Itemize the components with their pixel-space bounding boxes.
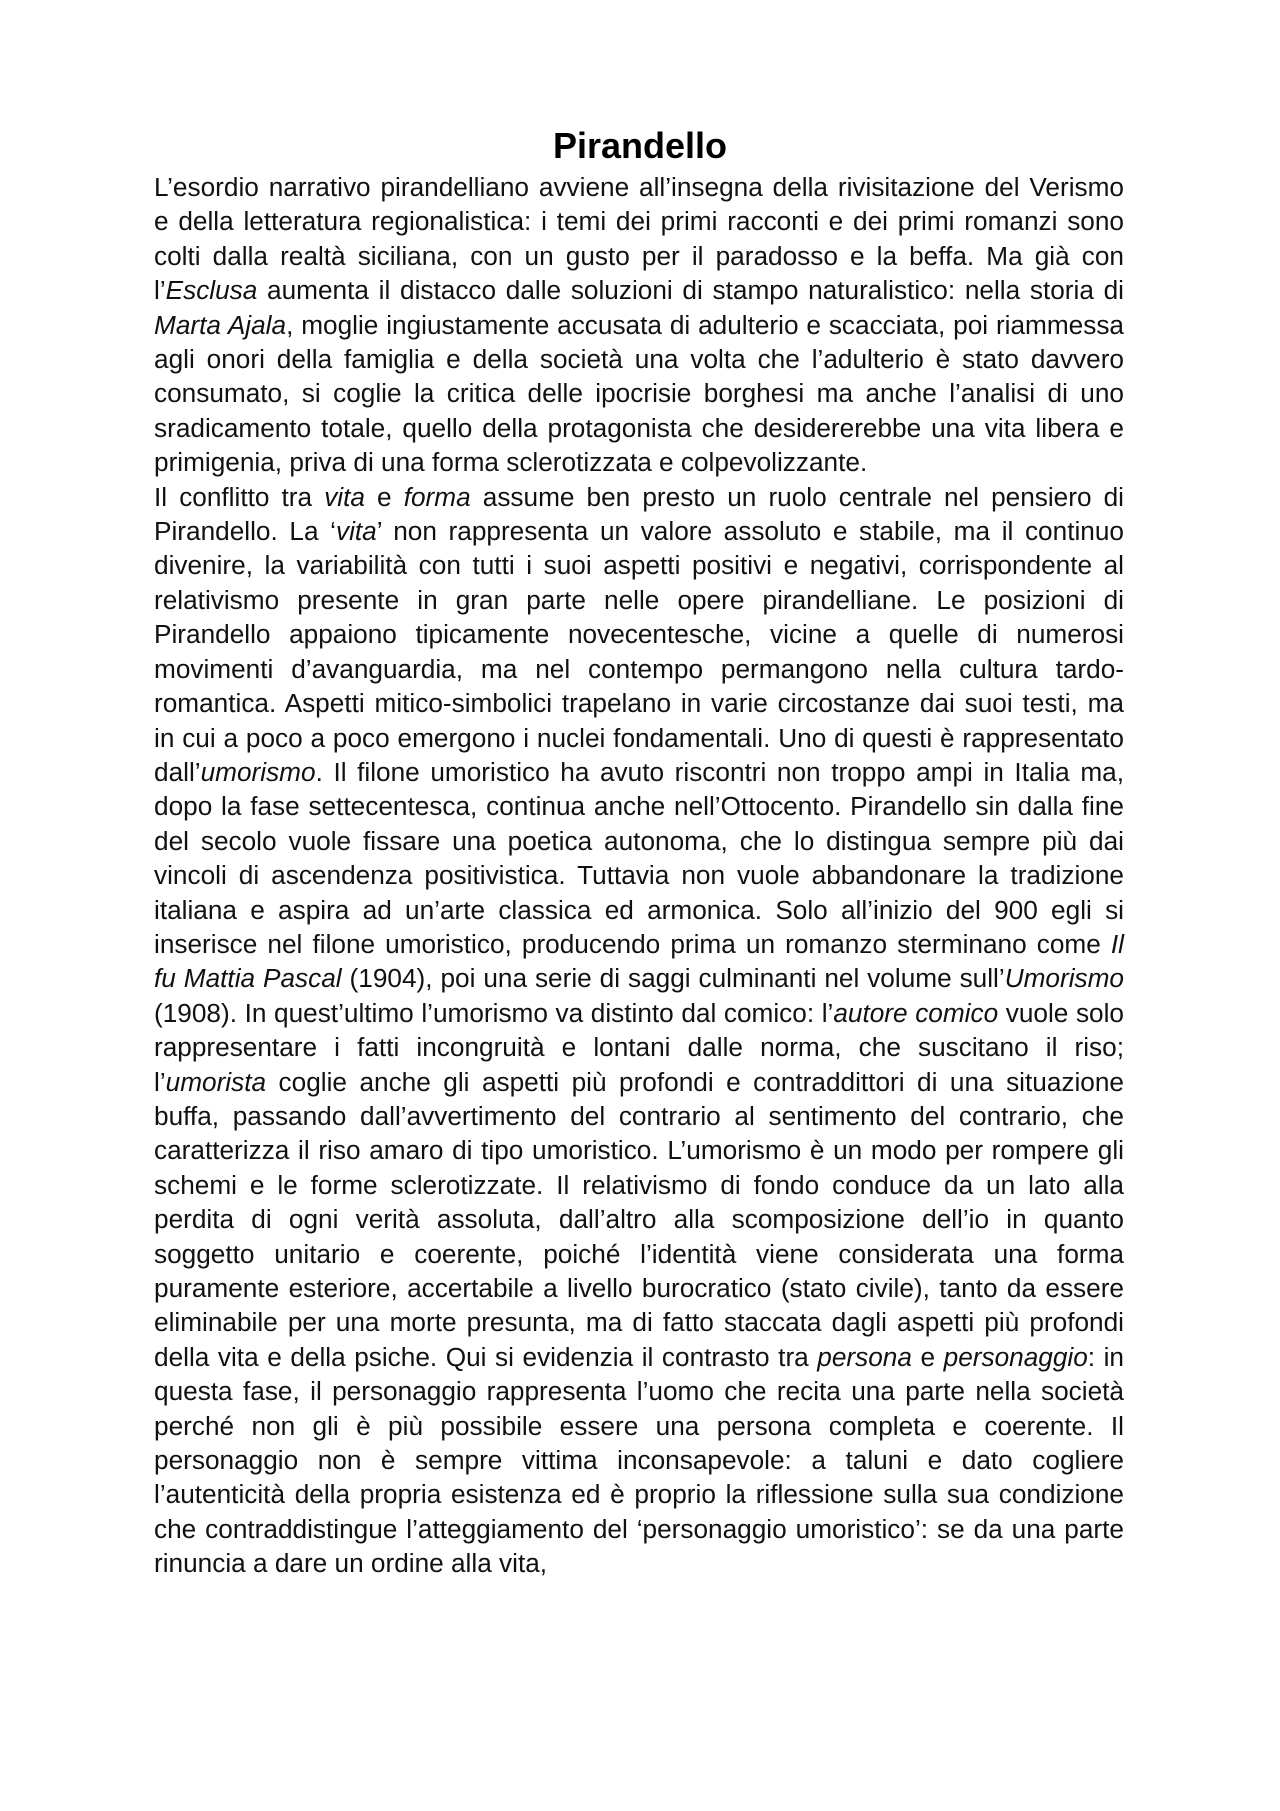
italic-run: Esclusa — [165, 275, 258, 306]
italic-run: umorista — [165, 1066, 267, 1097]
text-run: , moglie ingiustamente accusata di adulterio e scacciata, poi riammessa agli onori della famiglia e della società una volta che l’adulterio è stato davvero consumato, si coglie la critica delle ipocrisie borghesi ma anche l’analisi di uno sradicamento totale, quello della protagonista che desidererebbe una vita libera e primigenia, priva di una forma sclerotizzata e colpevolizzante. — [154, 309, 1124, 478]
text-run: aumenta il distacco dalle soluzioni di stampo naturalistico: nella storia di — [257, 275, 1124, 306]
italic-run: vita — [335, 516, 377, 547]
text-run: (1908). In quest’ultimo l’umorismo va distinto dal comico: l’ — [154, 997, 834, 1028]
document-body — [154, 170, 1124, 1581]
text-run: ’ non rappresenta un valore assoluto e stabile, ma il continuo divenire, la variabilità con tutti i suoi aspetti positivi e negativi, corrispondente al relativismo presente in gran parte nelle opere pirandelliane. Le posizioni di Pirandello appaiono tipicamente novecentesche, vicine a quelle di numerosi movimenti d’avanguardia, ma nel contempo permangono nella cultura tardo-romantica. Aspetti mitico-simbolici trapelano in varie circostanze dai suoi testi, ma in cui a poco a poco emergono i nuclei fondamentali. Uno di questi è rappresentato dall’ — [154, 516, 1124, 787]
text-run: e — [911, 1341, 944, 1372]
text-run: vuole solo rappresentare i fatti incongruità e lontani dalle norma, che suscitano il riso; l’ — [154, 997, 1124, 1097]
text-run: coglie anche gli aspetti più profondi e contraddittori di una situazione buffa, passando dall’avvertimento del contrario al sentimento del contrario, che caratterizza il riso amaro di tipo umoristico. L’umorismo è un modo per rompere gli schemi e le forme sclerotizzate. Il relativismo di fondo conduce da un lato alla perdita di ogni verità assoluta, dall’altro alla scomposizione dell’io in quanto soggetto unitario e coerente, poiché l’identità viene considerata una forma puramente esteriore, accertabile a livello burocratico (stato civile), tanto da essere eliminabile per una morte presunta, ma di fatto staccata dagli aspetti più profondi della vita e della psiche. Qui si evidenzia il contrasto tra — [154, 1066, 1124, 1372]
text-run: assume ben presto un ruolo centrale nel pensiero di Pirandello. La ‘ — [154, 481, 1124, 547]
text-run: Il conflitto tra — [154, 481, 325, 512]
italic-run: Marta Ajala — [154, 309, 287, 340]
italic-run: persona — [817, 1341, 912, 1372]
page-title: Pirandello — [552, 125, 728, 166]
italic-run: Umorismo — [1004, 963, 1124, 994]
text-run: L’esordio narrativo pirandelliano avviene all’insegna della rivisitazione del Verismo e della letteratura regionalistica: i temi dei primi racconti e dei primi romanzi sono colti dalla realtà siciliana, con un gusto per il paradosso e la beffa. Ma già con l’ — [154, 172, 1124, 306]
text-run: . Il filone umoristico ha avuto riscontri non troppo ampi in Italia ma, dopo la fase settecentesca, continua anche nell’Ottocento. Pirandello sin dalla fine del secolo vuole fissare una poetica autonoma, che lo distingua sempre più dai vincoli di ascendenza positivistica. Tuttavia non vuole abbandonare la tradizione italiana e aspira ad un’arte classica ed armonica. Solo all’inizio del 900 egli si inserisce nel filone umoristico, producendo prima un romanzo sterminano come — [154, 756, 1124, 959]
italic-run: forma — [403, 481, 471, 512]
italic-run: Il fu Mattia Pascal — [154, 928, 1124, 994]
italic-run: personaggio — [943, 1341, 1088, 1372]
paragraph — [154, 480, 1124, 1581]
text-run: : in questa fase, il personaggio rappresenta l’uomo che recita una parte nella società perché non gli è più possibile essere una persona completa e coerente. Il personaggio non è sempre vittima inconsapevole: a taluni e dato cogliere l’autenticità della propria esistenza ed è proprio la riflessione sulla sua condizione che contraddistingue l’atteggiamento del ‘personaggio umoristico’: se da una parte rinuncia a dare un ordine alla vita, — [154, 1341, 1124, 1579]
italic-run: vita — [324, 481, 365, 512]
text-run: (1904), poi una serie di saggi culminanti nel volume sull’ — [341, 963, 1005, 994]
italic-run: umorismo — [200, 756, 316, 787]
paragraph — [154, 170, 1124, 480]
italic-run: autore comico — [833, 997, 999, 1028]
text-run: e — [364, 481, 404, 512]
